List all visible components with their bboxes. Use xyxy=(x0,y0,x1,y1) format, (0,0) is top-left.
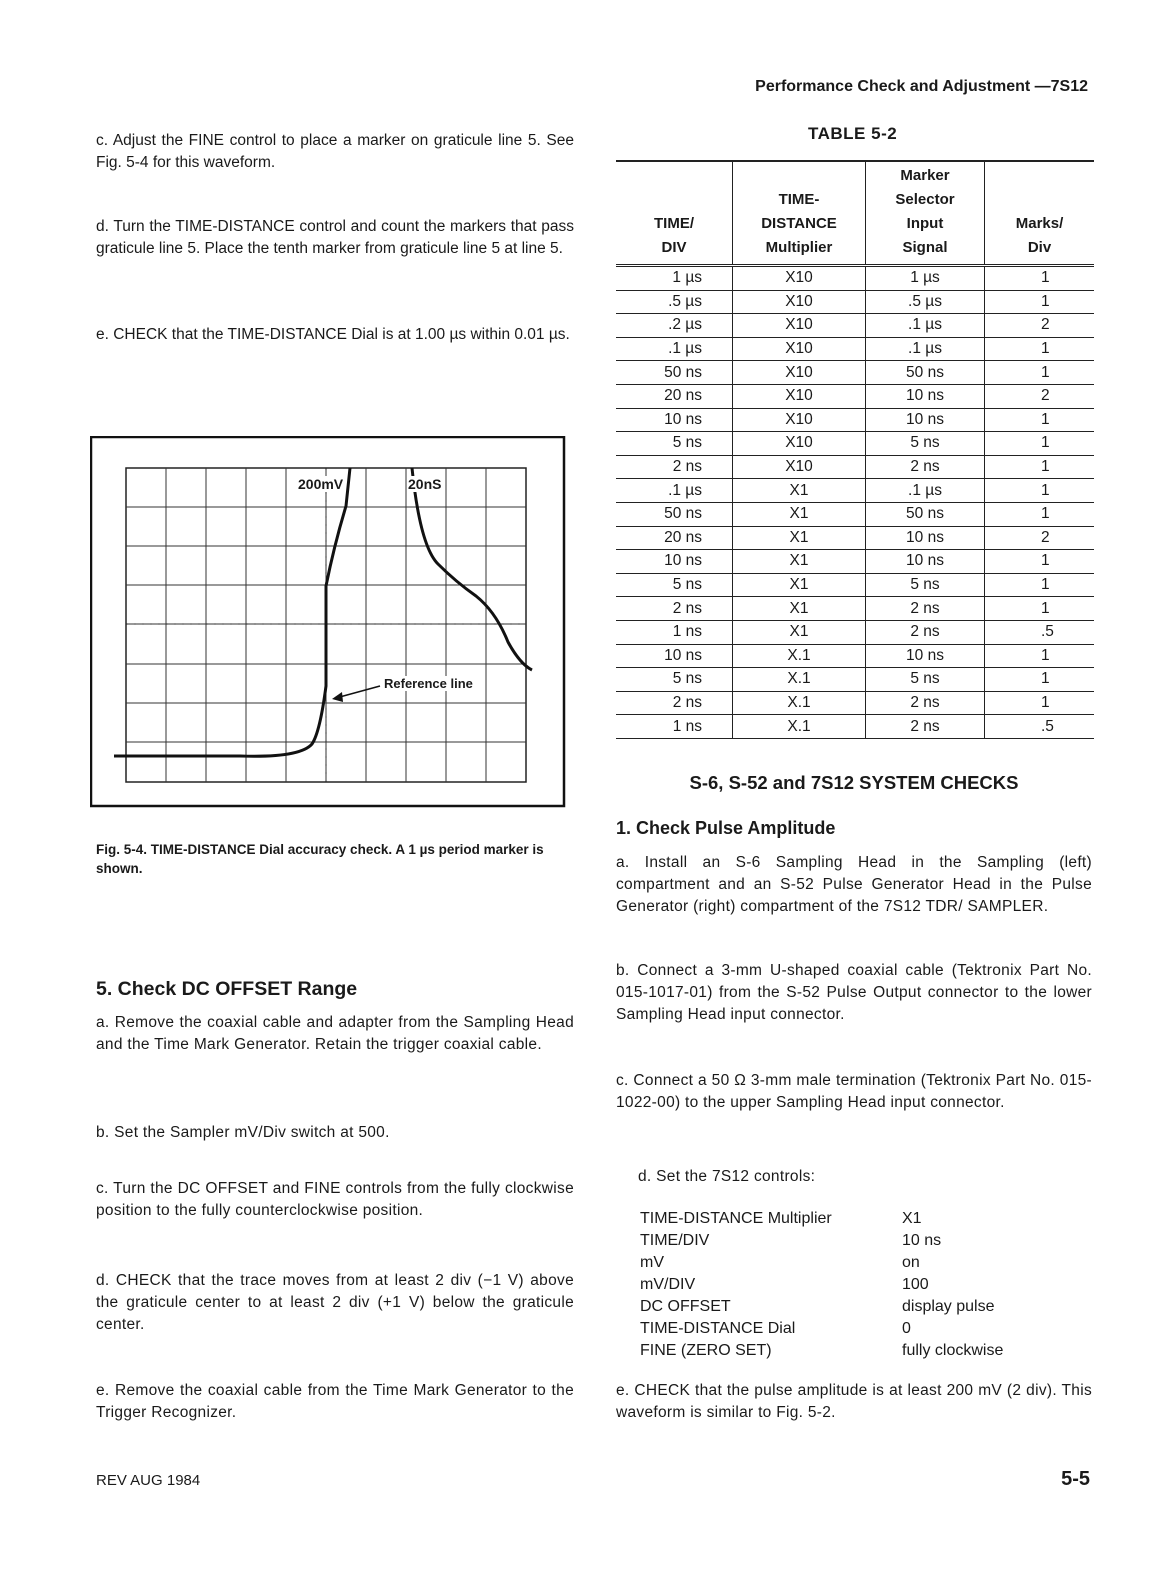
header-time-div: TIME/ DIV xyxy=(654,215,694,256)
setting-row: FINE (ZERO SET) fully clockwise xyxy=(640,1342,1004,1359)
table-cell: .1 µs xyxy=(866,314,985,338)
table-cell: 1 xyxy=(985,550,1095,574)
table-cell: 2 ns xyxy=(616,597,733,621)
table-cell: .5 xyxy=(985,715,1095,739)
table-cell: 1 xyxy=(985,361,1095,385)
table-cell: 1 xyxy=(985,432,1095,456)
check-1-step-b: b. Connect a 3-mm U-shaped coaxial cable (Tektronix Part No. 015-1017-01) from the S-52 Pulse Output connector to the lower Sampling Head input connector. xyxy=(616,962,1092,1023)
check-1-step-d: d. Set the 7S12 controls: xyxy=(638,1168,816,1185)
table-cell: 1 xyxy=(985,290,1095,314)
table-row xyxy=(616,266,1094,291)
table-header-row xyxy=(616,161,1094,266)
table-cell: 1 xyxy=(985,573,1095,597)
revision-date: REV AUG 1984 xyxy=(96,1472,201,1489)
table-cell: .5 µs xyxy=(616,290,733,314)
table-row xyxy=(616,432,1094,456)
table-cell: X10 xyxy=(733,266,866,291)
table-cell: .5 xyxy=(985,620,1095,644)
table-title: TABLE 5-2 xyxy=(808,124,898,143)
table-cell: .5 µs xyxy=(866,290,985,314)
table-cell: .1 µs xyxy=(866,479,985,503)
table-cell: X.1 xyxy=(733,691,866,715)
table-cell: 10 ns xyxy=(866,526,985,550)
table-cell: .2 µs xyxy=(616,314,733,338)
table-cell: 2 xyxy=(985,384,1095,408)
table-cell: X.1 xyxy=(733,644,866,668)
section-5-step-e: e. Remove the coaxial cable from the Time Mark Generator to the Trigger Recognizer. xyxy=(96,1382,574,1421)
setting-row: TIME-DISTANCE Multiplier X1 xyxy=(640,1210,922,1227)
table-cell: .1 µs xyxy=(866,337,985,361)
table-cell: X1 xyxy=(733,502,866,526)
table-cell: 10 ns xyxy=(616,550,733,574)
volts-per-div-label: 200mV xyxy=(298,476,344,492)
table-cell: 1 µs xyxy=(866,266,985,291)
table-cell: 2 ns xyxy=(866,715,985,739)
table-cell: X10 xyxy=(733,314,866,338)
table-cell: 50 ns xyxy=(616,361,733,385)
setting-row: mV on xyxy=(640,1254,920,1271)
table-row xyxy=(616,337,1094,361)
table-cell: 2 xyxy=(985,314,1095,338)
table-cell: X1 xyxy=(733,573,866,597)
section-5-heading: 5. Check DC OFFSET Range xyxy=(96,978,358,1000)
table-cell: 2 ns xyxy=(866,597,985,621)
section-5-step-b: b. Set the Sampler mV/Div switch at 500. xyxy=(96,1124,390,1141)
table-cell: 1 xyxy=(985,408,1095,432)
section-5-step-d: d. CHECK that the trace moves from at least 2 div (−1 V) above the graticule center to at least 2 div (+1 V) below the graticule center. xyxy=(96,1272,574,1333)
table-cell: 10 ns xyxy=(616,644,733,668)
table-cell: 1 xyxy=(985,266,1095,291)
table-cell: 1 xyxy=(985,455,1095,479)
table-row xyxy=(616,550,1094,574)
table-cell: 1 xyxy=(985,502,1095,526)
check-1-step-a: a. Install an S-6 Sampling Head in the Sampling (left) compartment and an S-52 Pulse Generator Head in the Pulse Generator (right) compartment of the 7S12 TDR/ SAMPLER. xyxy=(616,854,1092,915)
table-cell: 2 ns xyxy=(616,455,733,479)
table-cell: X1 xyxy=(733,526,866,550)
reference-arrow xyxy=(336,686,380,698)
table-cell: 1 ns xyxy=(616,620,733,644)
table-row xyxy=(616,620,1094,644)
table-cell: .1 µs xyxy=(616,337,733,361)
table-row xyxy=(616,290,1094,314)
table-cell: X10 xyxy=(733,408,866,432)
time-div-table xyxy=(616,160,1094,739)
table-row xyxy=(616,597,1094,621)
system-checks-heading: S-6, S-52 and 7S12 SYSTEM CHECKS xyxy=(689,772,1019,793)
table-cell: X1 xyxy=(733,550,866,574)
table-cell: 1 µs xyxy=(616,266,733,291)
table-row xyxy=(616,384,1094,408)
header-marks-div: Marks/ Div xyxy=(985,161,1095,266)
running-header: Performance Check and Adjustment —7S12 xyxy=(755,78,1088,95)
rising-trace xyxy=(114,468,350,756)
table-cell: 20 ns xyxy=(616,384,733,408)
table-cell: 50 ns xyxy=(866,502,985,526)
table-cell: 10 ns xyxy=(866,644,985,668)
table-cell: X10 xyxy=(733,337,866,361)
table-body xyxy=(616,266,1094,739)
table-cell: 5 ns xyxy=(866,432,985,456)
table-cell: 50 ns xyxy=(616,502,733,526)
table-cell: 2 xyxy=(985,526,1095,550)
step-c-text: c. Adjust the FINE control to place a marker on graticule line 5. See Fig. 5-4 for this waveform. xyxy=(96,132,574,171)
table-cell: X10 xyxy=(733,432,866,456)
table-cell: X1 xyxy=(733,597,866,621)
setting-row: TIME-DISTANCE Dial 0 xyxy=(640,1320,911,1337)
table-cell: X10 xyxy=(733,290,866,314)
table-row xyxy=(616,314,1094,338)
table-row xyxy=(616,526,1094,550)
table-row xyxy=(616,408,1094,432)
section-5-step-c: c. Turn the DC OFFSET and FINE controls from the fully clockwise position to the fully counterclockwise position. xyxy=(96,1180,574,1219)
table-cell: 1 ns xyxy=(616,715,733,739)
step-e-text: e. CHECK that the TIME-DISTANCE Dial is at 1.00 µs within 0.01 µs. xyxy=(96,326,570,343)
table-cell: 10 ns xyxy=(866,384,985,408)
table-cell: 20 ns xyxy=(616,526,733,550)
table-cell: .1 µs xyxy=(616,479,733,503)
table-cell: X10 xyxy=(733,384,866,408)
table-cell: 1 xyxy=(985,644,1095,668)
table-cell: X1 xyxy=(733,479,866,503)
table-cell: 1 xyxy=(985,668,1095,692)
scope-figure xyxy=(90,436,566,808)
section-5-step-a: a. Remove the coaxial cable and adapter from the Sampling Head and the Time Mark Generator. Retain the trigger coaxial cable. xyxy=(96,1014,574,1053)
table-row xyxy=(616,479,1094,503)
table-row xyxy=(616,573,1094,597)
table-cell: 1 xyxy=(985,597,1095,621)
table-cell: 2 ns xyxy=(866,455,985,479)
setting-row: mV/DIV 100 xyxy=(640,1276,929,1293)
header-multiplier: TIME- DISTANCE Multiplier xyxy=(733,161,866,266)
table-cell: X.1 xyxy=(733,668,866,692)
table-cell: 5 ns xyxy=(616,432,733,456)
table-cell: 50 ns xyxy=(866,361,985,385)
reference-arrowhead xyxy=(332,692,343,702)
setting-row: DC OFFSET display pulse xyxy=(640,1298,995,1315)
controls-settings-list xyxy=(640,1208,1003,1362)
table-row xyxy=(616,668,1094,692)
figure-caption: Fig. 5-4. TIME-DISTANCE Dial accuracy check. A 1 µs period marker is shown. xyxy=(96,842,544,876)
setting-row: TIME/DIV 10 ns xyxy=(640,1232,942,1249)
table-row xyxy=(616,455,1094,479)
table-cell: X10 xyxy=(733,455,866,479)
table-cell: 1 xyxy=(985,337,1095,361)
check-1-step-c: c. Connect a 50 Ω 3-mm male termination (Tektronix Part No. 015-1022-00) to the upper Sampling Head input connector. xyxy=(616,1072,1092,1111)
table-cell: X10 xyxy=(733,361,866,385)
table-cell: 2 ns xyxy=(866,620,985,644)
table-cell: 2 ns xyxy=(616,691,733,715)
step-d-text: d. Turn the TIME-DISTANCE control and count the markers that pass graticule line 5. Place the tenth marker from graticule line 5 at line 5. xyxy=(96,218,574,257)
table-cell: 10 ns xyxy=(866,550,985,574)
table-cell: 5 ns xyxy=(866,573,985,597)
table-row xyxy=(616,361,1094,385)
table-cell: 5 ns xyxy=(616,668,733,692)
check-1-heading: 1. Check Pulse Amplitude xyxy=(616,818,836,838)
table-cell: 5 ns xyxy=(866,668,985,692)
page-number: 5-5 xyxy=(1061,1468,1090,1490)
table-cell: X.1 xyxy=(733,715,866,739)
table-cell: 5 ns xyxy=(616,573,733,597)
time-per-div-label: 20nS xyxy=(408,476,442,492)
table-cell: 2 ns xyxy=(866,691,985,715)
table-cell: 10 ns xyxy=(616,408,733,432)
table-cell: 1 xyxy=(985,479,1095,503)
table-row xyxy=(616,644,1094,668)
table-cell: 1 xyxy=(985,691,1095,715)
reference-line-label: Reference line xyxy=(384,676,473,691)
header-marker-signal: Marker Selector Input Signal xyxy=(866,161,985,266)
table-row xyxy=(616,691,1094,715)
falling-trace xyxy=(412,468,532,670)
table-row xyxy=(616,502,1094,526)
table-cell: X1 xyxy=(733,620,866,644)
table-row xyxy=(616,715,1094,739)
table-cell: 10 ns xyxy=(866,408,985,432)
check-1-step-e: e. CHECK that the pulse amplitude is at least 200 mV (2 div). This waveform is similar to Fig. 5-2. xyxy=(616,1382,1092,1421)
